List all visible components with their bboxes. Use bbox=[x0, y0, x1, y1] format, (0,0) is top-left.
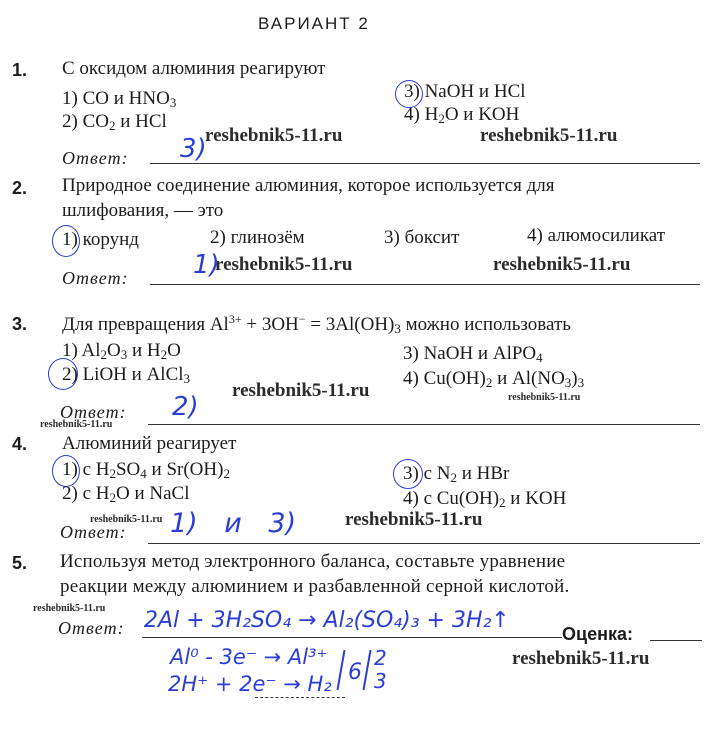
question-4-option-2: 2) с $H_2O$ и NaCl bbox=[62, 483, 190, 505]
balance-divider bbox=[336, 650, 345, 690]
watermark: reshebnik5-11.ru bbox=[90, 514, 163, 525]
question-1-option-1: 1) CO и $HNO_3$ bbox=[62, 88, 177, 110]
question-2-option-3: 3) боксит bbox=[384, 227, 460, 248]
selection-circle bbox=[393, 459, 423, 489]
answer-label: Ответ: bbox=[62, 268, 129, 288]
balance-coefficient-bottom[interactable]: 3 bbox=[374, 669, 387, 693]
question-4-option-1: 1) с $H_2SO_4$ и $Sr(OH)_2$ bbox=[62, 459, 230, 481]
watermark: reshebnik5-11.ru bbox=[232, 380, 370, 401]
selection-circle bbox=[52, 225, 80, 257]
answer-label: Ответ: bbox=[58, 618, 125, 638]
question-2-option-4: 4) алюмосиликат bbox=[527, 225, 666, 246]
question-3-answer[interactable]: 2) bbox=[172, 392, 199, 422]
watermark: reshebnik5-11.ru bbox=[508, 392, 581, 403]
question-5-number: 5. bbox=[12, 553, 28, 573]
answer-label: Ответ: bbox=[60, 522, 127, 542]
question-1-option-2: 2) $CO_2$ и HCl bbox=[62, 111, 167, 133]
question-5-half-reaction-1[interactable]: Al⁰ - 3e⁻ → Al³⁺ bbox=[170, 645, 328, 669]
question-2-number: 2. bbox=[12, 178, 28, 198]
question-2-option-2: 2) глинозём bbox=[210, 227, 305, 248]
question-5-text-line1: Используя метод электронного баланса, составьте уравнение bbox=[60, 551, 566, 572]
question-1-option-3: 3) NaOH и HCl bbox=[404, 81, 526, 102]
question-4-text: Алюминий реагирует bbox=[62, 433, 237, 454]
question-3-text: Для превращения $Al^{3+} + 3OH^- = 3Al(OH)_3$ можно использовать bbox=[62, 312, 571, 336]
question-3-option-1: 1) $Al_2O_3$ и $H_2O$ bbox=[62, 340, 181, 362]
question-2-text-line1: Природное соединение алюминия, которое используется для bbox=[62, 175, 555, 196]
question-1-answer[interactable]: 3) bbox=[180, 134, 207, 164]
question-4-answer[interactable]: 1) и 3) bbox=[170, 508, 297, 539]
question-1-option-4: 4) $H_2O$ и KOH bbox=[404, 104, 520, 126]
balance-divider bbox=[362, 650, 371, 690]
question-4-number: 4. bbox=[12, 434, 28, 454]
question-5-text-line2: реакции между алюминием и разбавленной серной кислотой. bbox=[60, 576, 570, 597]
question-1-text: С оксидом алюминия реагируют bbox=[62, 58, 326, 79]
question-3-option-4: 4) $Cu(OH)_2$ и $Al(NO_3)_3$ bbox=[403, 368, 585, 390]
answer-label: Ответ: bbox=[62, 148, 129, 168]
answer-label: Ответ: bbox=[60, 402, 127, 422]
watermark: reshebnik5-11.ru bbox=[480, 125, 618, 146]
question-5-answer-equation[interactable]: 2Al + 3H₂SO₄ → Al₂(SO₄)₃ + 3H₂↑ bbox=[144, 608, 510, 633]
question-3-option-3: 3) NaOH и AlPO$_4$ bbox=[403, 343, 543, 365]
question-2-option-1: 1) корунд bbox=[62, 229, 139, 250]
grade-label: Оценка: bbox=[562, 624, 633, 644]
balance-coefficient-top[interactable]: 2 bbox=[374, 646, 387, 670]
selection-circle bbox=[48, 358, 78, 390]
watermark: reshebnik5-11.ru bbox=[33, 603, 106, 614]
question-2-text-line2: шлифования, — это bbox=[62, 200, 224, 221]
watermark: reshebnik5-11.ru bbox=[345, 509, 483, 530]
question-4-option-3: 3) с $N_2$ и HBr bbox=[403, 463, 510, 485]
question-4-option-4: 4) с $Cu(OH)_2$ и KOH bbox=[403, 488, 567, 510]
watermark: reshebnik5-11.ru bbox=[215, 254, 353, 275]
watermark: reshebnik5-11.ru bbox=[40, 419, 113, 430]
question-2-answer[interactable]: 1) bbox=[193, 250, 220, 280]
balance-lcm[interactable]: 6 bbox=[348, 660, 362, 685]
watermark: reshebnik5-11.ru bbox=[493, 254, 631, 275]
question-3-option-2: 2) LiOH и AlCl$_3$ bbox=[62, 364, 191, 386]
variant-title: ВАРИАНТ 2 bbox=[258, 14, 370, 33]
question-1-number: 1. bbox=[12, 60, 28, 80]
watermark: reshebnik5-11.ru bbox=[205, 125, 343, 146]
question-3-number: 3. bbox=[12, 314, 28, 334]
question-5-half-reaction-2[interactable]: 2H⁺ + 2e⁻ → H₂ bbox=[168, 672, 332, 696]
watermark: reshebnik5-11.ru bbox=[512, 648, 650, 669]
